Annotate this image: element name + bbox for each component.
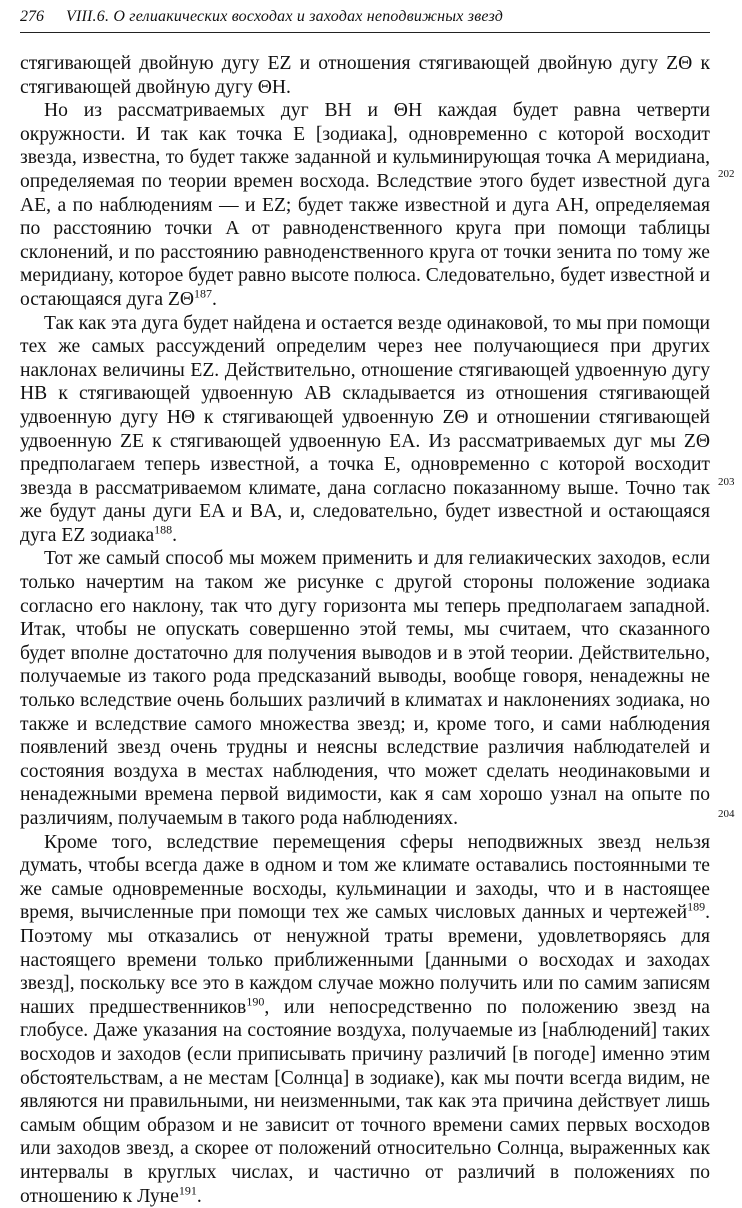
footnote-ref-190[interactable]: 190 xyxy=(246,994,265,1009)
page-header xyxy=(20,6,710,32)
paragraph-1 xyxy=(20,52,710,99)
paragraph-5 xyxy=(20,831,710,1208)
footnote-ref-187[interactable]: 187 xyxy=(194,286,213,301)
text-segment: . xyxy=(212,288,217,310)
text-segment: стягивающей двойную дугу EZ и отношения стягивающей двойную дугу ZΘ к стягивающей двойную дугу ΘH. xyxy=(20,53,710,98)
text-segment: Кроме того, вследствие перемещения сферы неподвижных звезд нельзя думать, чтобы всегда даже в одном и том же климате оставались постоянными те же самые одновременные восходы, кульминации и заходы, что и в настоящее время, вычисленные при помощи тех же самых числовых данных и чертежей xyxy=(20,831,710,924)
text-segment: , или непосредственно по положению звезд на глобусе. Даже указания на состояние воздуха, получаемые из [наблюдений] таких восходов и заходов (если приписывать причину различий [в погоде] именно этим обстоятельствам, а не местам [Солнца] в зодиаке), как мы почти всегда видим, не являются ни правильными, ни неизменными, так как эта причина действует лишь самым общим образом и не зависит от точного времени самих первых восходов или заходов звезд, а скорее от положений относительно Солнца, выраженных как интервалы в круглых числах, и частично от различий в положениях по отношению к Луне xyxy=(20,996,710,1207)
text-segment: . xyxy=(196,1185,202,1207)
running-title: VIII.6. О гелиакических восходах и заходах неподвижных звезд xyxy=(66,8,503,25)
header-rule xyxy=(20,32,710,33)
footnote-ref-189[interactable]: 189 xyxy=(687,899,706,914)
main-text xyxy=(20,52,710,1208)
paragraph-3 xyxy=(20,312,710,548)
text-segment: Тот же самый способ мы можем применить и для гелиакических заходов, если только начертим на таком же рисунке с другой стороны положение зодиака согласно его наклону, так что дугу горизонта мы теперь предполагаем западной. Итак, чтобы не опускать совершенно этой темы, мы считаем, что сказанного будет вполне достаточно для получения выводов и в этой теории. Действительно, получаемые из такого рода предсказаний выводы, вообще говоря, ненадежны не только вследствие очень больших различий в климатах и наклонениях зодиака, но также и вследствие самого множества звезд; и, кроме того, и сами наблюдения появлений звезд очень трудны и неясны вследствие различия наблюдателей и состояния воздуха в местах наблюдения, что может сделать неодинаковыми и ненадежными времена первой видимости, как я сам хорошо узнал на опыте по различиям, получаемым в такого рода наблюдениях. xyxy=(20,548,710,829)
margin-number-203: 203 xyxy=(718,476,735,488)
footnote-ref-188[interactable]: 188 xyxy=(154,522,173,537)
page-number: 276 xyxy=(20,8,44,25)
footnote-ref-191[interactable]: 191 xyxy=(178,1182,197,1197)
margin-number-204: 204 xyxy=(718,808,735,820)
text-segment: Но из рассматриваемых дуг BH и ΘH каждая будет равна четверти окружности. И так как точка E [зодиака], одновременно с которой восходит звезда, известна, то будет также заданной и кульминирующая точка A меридиана, определяемая по теории времен восхода. Вследствие этого будет известной дуга AE, а по наблюдениям — и EZ; будет также известной и дуга AH, определяемая по расстоянию точки A от равноденственного круга при помощи таблицы склонений, и по расстоянию равноденственного круга от точки зенита по тому же меридиану, которое будет равно высоте полюса. Следовательно, будет известной и остающаяся дуга ZΘ xyxy=(20,100,710,310)
paragraph-4 xyxy=(20,547,710,830)
margin-number-202: 202 xyxy=(718,168,735,180)
text-segment: . xyxy=(172,524,178,546)
text-segment: . Поэтому мы отказались от ненужной траты времени, удовлетворяясь для настоящего времени только приближенными [данными о восходах и заходах звезд], поскольку все это в каждом случае можно получить или по самим записям наших предшественников xyxy=(20,902,710,1018)
text-segment: Так как эта дуга будет найдена и остается везде одинаковой, то мы при помощи тех же самых рассуждений определим через нее получающиеся при других наклонах величины EZ. Действительно, отношение стягивающей удвоенную дугу HB к стягивающей удвоенную AB складывается из отношения стягивающей удвоенную дугу HΘ к стягивающей удвоенную ZΘ и отношении стягивающей удвоенную ZE к стягивающей удвоенную EA. Из рассматриваемых дуг мы ZΘ предполагаем теперь известной, а точка E, одновременно с которой восходит звезда в рассматриваемом климате, дана согласно показанному выше. Точно так же будут даны дуги EA и BA, и, следовательно, будет известной и остающаяся дуга EZ зодиака xyxy=(20,312,710,546)
paragraph-2 xyxy=(20,99,710,311)
